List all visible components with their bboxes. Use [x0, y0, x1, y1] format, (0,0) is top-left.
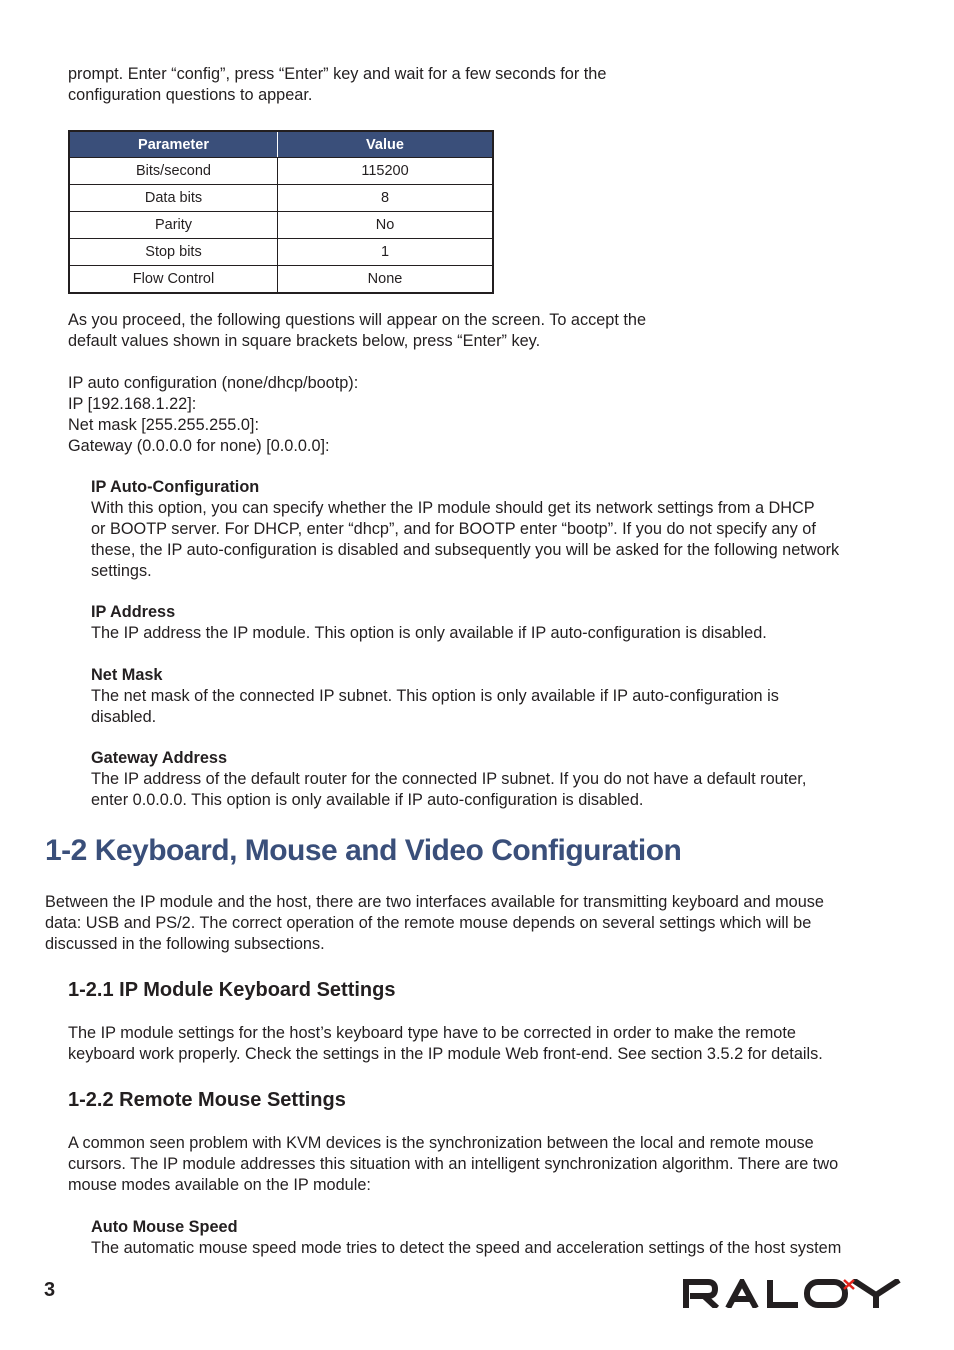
keyboard-line: The IP module settings for the host’s keyboard type have to be corrected in order to make the remote: [68, 1024, 796, 1042]
definition-line: disabled.: [91, 708, 157, 726]
definition-line: settings.: [91, 562, 152, 580]
table-header-row: [69, 131, 493, 158]
definition-line: these, the IP auto-configuration is disabled and subsequently you will be asked for the following network: [91, 541, 840, 559]
value-cell: 8: [278, 185, 494, 212]
serial-parameter-table: [68, 130, 494, 294]
column-header-value: Value: [278, 131, 494, 158]
definition-term: Net Mask: [91, 666, 163, 684]
intro-line: configuration questions to appear.: [68, 86, 313, 104]
definition-net-mask: [91, 665, 779, 728]
table-row: [69, 212, 493, 239]
proceed-line: default values shown in square brackets below, press “Enter” key.: [68, 332, 541, 350]
definition-term: Auto Mouse Speed: [91, 1218, 238, 1236]
mouse-line: A common seen problem with KVM devices is the synchronization between the local and remote mouse: [68, 1134, 814, 1152]
definition-line: The IP address the IP module. This option is only available if IP auto-configuration is disabled.: [91, 624, 767, 642]
definition-gateway-address: [91, 748, 806, 811]
table-row: [69, 158, 493, 185]
definition-line: With this option, you can specify whether the IP module should get its network settings from a DHCP: [91, 499, 815, 517]
definition-auto-mouse-speed: [91, 1217, 841, 1259]
table-row: [69, 266, 493, 294]
definition-ip-address: [91, 602, 767, 644]
parameter-cell: Flow Control: [69, 266, 278, 294]
page-number: 3: [44, 1279, 56, 1301]
section-line: data: USB and PS/2. The correct operation of the remote mouse depends on several settings which will be: [45, 914, 812, 932]
prompt-line: Net mask [255.255.255.0]:: [68, 416, 259, 434]
definition-line: The IP address of the default router for the connected IP subnet. If you do not have a default router,: [91, 770, 807, 788]
definition-line: enter 0.0.0.0. This option is only available if IP auto-configuration is disabled.: [91, 791, 644, 809]
config-prompts: [68, 373, 358, 457]
section-intro-paragraph: [45, 892, 824, 955]
section-line: discussed in the following subsections.: [45, 935, 325, 953]
intro-paragraph: [68, 64, 606, 106]
parameter-cell: Data bits: [69, 185, 278, 212]
parameter-cell: Parity: [69, 212, 278, 239]
value-cell: None: [278, 266, 494, 294]
intro-line: prompt. Enter “config”, press “Enter” key and wait for a few seconds for the: [68, 65, 607, 83]
section-heading: 1-2 Keyboard, Mouse and Video Configuration: [45, 834, 682, 867]
prompt-line: IP [192.168.1.22]:: [68, 395, 197, 413]
definition-line: The net mask of the connected IP subnet. This option is only available if IP auto-configuration is: [91, 687, 779, 705]
prompt-line: IP auto configuration (none/dhcp/bootp):: [68, 374, 359, 392]
definition-line: or BOOTP server. For DHCP, enter “dhcp”, and for BOOTP enter “bootp”. If you do not specify any of: [91, 520, 816, 538]
definition-ip-auto-configuration: [91, 477, 839, 582]
table-row: [69, 239, 493, 266]
section-line: Between the IP module and the host, there are two interfaces available for transmitting keyboard and mouse: [45, 893, 824, 911]
definition-term: IP Address: [91, 603, 176, 621]
definition-line: The automatic mouse speed mode tries to detect the speed and acceleration settings of the host system: [91, 1239, 842, 1257]
table-row: [69, 185, 493, 212]
mouse-settings-paragraph: [68, 1133, 838, 1196]
mouse-line: mouse modes available on the IP module:: [68, 1176, 371, 1194]
prompt-line: Gateway (0.0.0.0 for none) [0.0.0.0]:: [68, 437, 330, 455]
keyboard-settings-paragraph: [68, 1023, 823, 1065]
parameter-cell: Stop bits: [69, 239, 278, 266]
value-cell: No: [278, 212, 494, 239]
definition-term: IP Auto-Configuration: [91, 478, 260, 496]
definition-term: Gateway Address: [91, 749, 228, 767]
raloy-logo-icon: [682, 1279, 909, 1308]
value-cell: 115200: [278, 158, 494, 185]
mouse-line: cursors. The IP module addresses this situation with an intelligent synchronization algorithm. There are two: [68, 1155, 839, 1173]
column-header-parameter: Parameter: [69, 131, 278, 158]
subsection-heading-mouse: 1-2.2 Remote Mouse Settings: [68, 1089, 346, 1111]
parameter-cell: Bits/second: [69, 158, 278, 185]
proceed-line: As you proceed, the following questions will appear on the screen. To accept the: [68, 311, 647, 329]
value-cell: 1: [278, 239, 494, 266]
subsection-heading-keyboard: 1-2.1 IP Module Keyboard Settings: [68, 979, 396, 1001]
proceed-paragraph: [68, 310, 646, 352]
keyboard-line: keyboard work properly. Check the settings in the IP module Web front-end. See section 3.5.2 for details.: [68, 1045, 823, 1063]
